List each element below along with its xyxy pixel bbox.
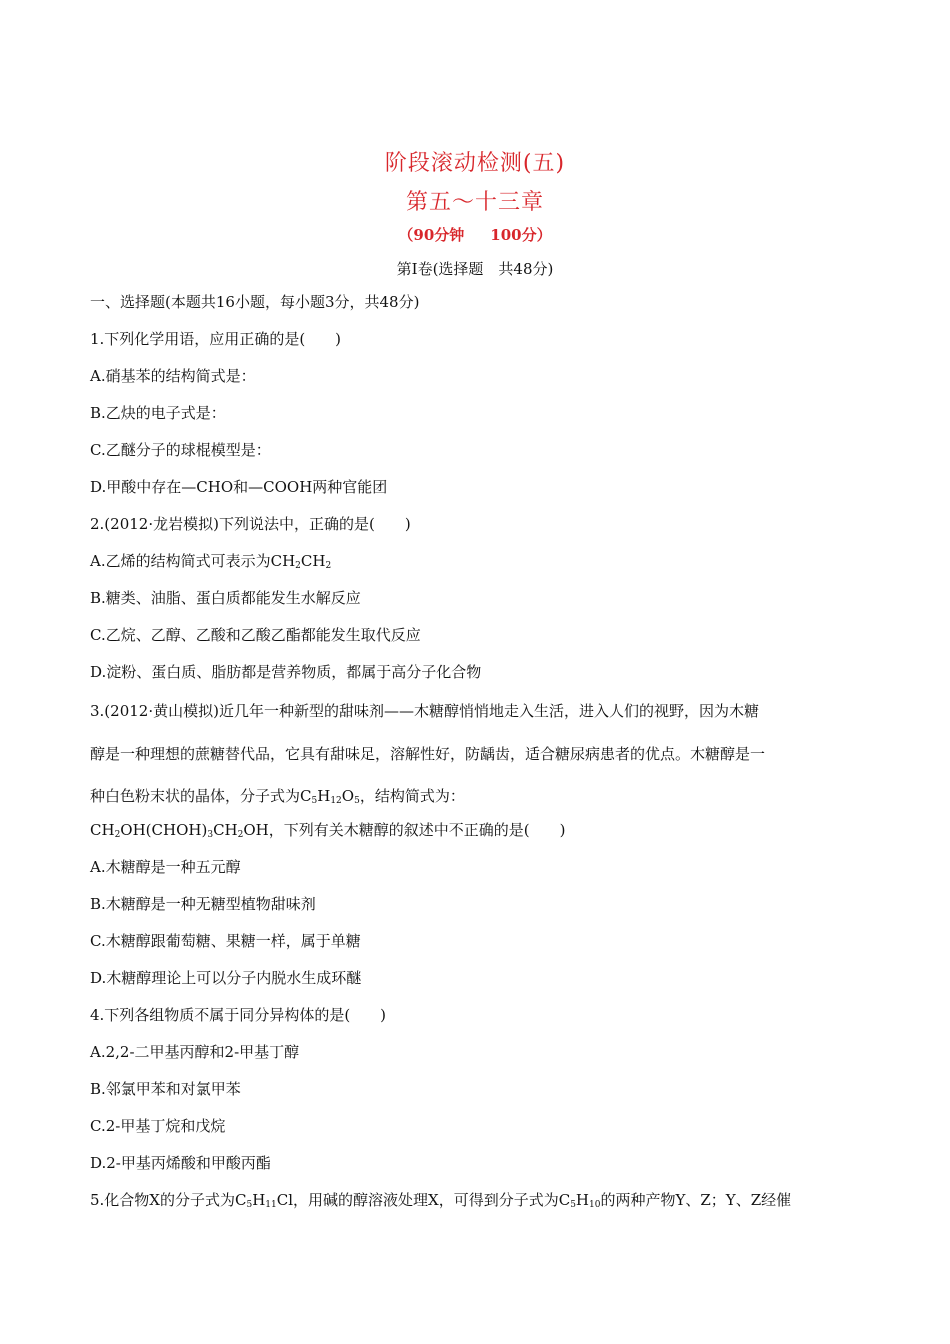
- question-3-option-c: C.木糖醇跟葡萄糖、果糖一样，属于单糖: [90, 932, 361, 950]
- question-4-option-a: A.2,2-二甲基丙醇和2-甲基丁醇: [90, 1043, 300, 1061]
- question-1-option-b: B.乙炔的电子式是：: [90, 404, 226, 422]
- question-3-line-1: 3.(2012·黄山模拟)近几年一种新型的甜味剂——木糖醇悄悄地走入生活，进入人们的视野，因为木糖: [90, 702, 759, 720]
- question-2-option-b: B.糖类、油脂、蛋白质都能发生水解反应: [90, 589, 361, 607]
- question-1-option-a: A.硝基苯的结构简式是：: [90, 367, 256, 385]
- question-2-stem: 2.(2012·龙岩模拟)下列说法中，正确的是( ): [90, 515, 411, 533]
- question-1-stem: 1.下列化学用语，应用正确的是( ): [90, 330, 342, 348]
- question-3-line-4: $CH_2OH(CHOH)_3CH_2OH$，下列有关木糖醇的叙述中不正确的是( ): [90, 821, 566, 840]
- question-3-line-3: 种白色粉末状的晶体，分子式为$C_5H_{12}O_5$，结构简式为：: [90, 787, 465, 806]
- section-heading: 第Ⅰ卷(选择题 共48分): [396, 260, 554, 278]
- question-2-option-d: D.淀粉、蛋白质、脂肪都是营养物质，都属于高分子化合物: [90, 663, 482, 681]
- chapter-range: 第五～十三章: [405, 190, 544, 215]
- question-4-option-d: D.2-甲基丙烯酸和甲酸丙酯: [90, 1154, 271, 1172]
- question-4-option-b: B.邻氯甲苯和对氯甲苯: [90, 1080, 241, 1098]
- document-title: 阶段滚动检测(五): [384, 151, 566, 176]
- question-4-option-c: C.2-甲基丁烷和戊烷: [90, 1117, 226, 1135]
- question-3-line-2: 醇是一种理想的蔗糖替代品，它具有甜味足，溶解性好，防龋齿，适合糖尿病患者的优点。木糖醇是一: [90, 745, 766, 763]
- question-2-option-a: A.乙烯的结构简式可表示为$CH_2CH_2$: [90, 552, 332, 571]
- question-2-option-c: C.乙烷、乙醇、乙酸和乙酸乙酯都能发生取代反应: [90, 626, 421, 644]
- total-score: 100分: [490, 226, 537, 244]
- question-3-option-a: A.木糖醇是一种五元醇: [90, 858, 241, 876]
- question-1-option-c: C.乙醚分子的球棍模型是：: [90, 441, 271, 459]
- question-1-option-d: D.甲酸中存在—CHO和—COOH两种官能团: [90, 478, 388, 496]
- question-5-stem: 5.化合物X的分子式为$C_5H_{11}Cl$，用碱的醇溶液处理X，可得到分子式为$C_5H_{10}$的两种产物Y、Z；Y、Z经催: [90, 1191, 792, 1210]
- section-instruction: 一、选择题(本题共16小题，每小题3分，共48分): [90, 293, 420, 311]
- question-3-option-d: D.木糖醇理论上可以分子内脱水生成环醚: [90, 969, 362, 987]
- question-4-stem: 4.下列各组物质不属于同分异构体的是( ): [90, 1006, 387, 1024]
- time-limit: 90分钟: [413, 226, 465, 244]
- time-score: （90分钟 100分）: [398, 226, 552, 244]
- question-3-option-b: B.木糖醇是一种无糖型植物甜味剂: [90, 895, 316, 913]
